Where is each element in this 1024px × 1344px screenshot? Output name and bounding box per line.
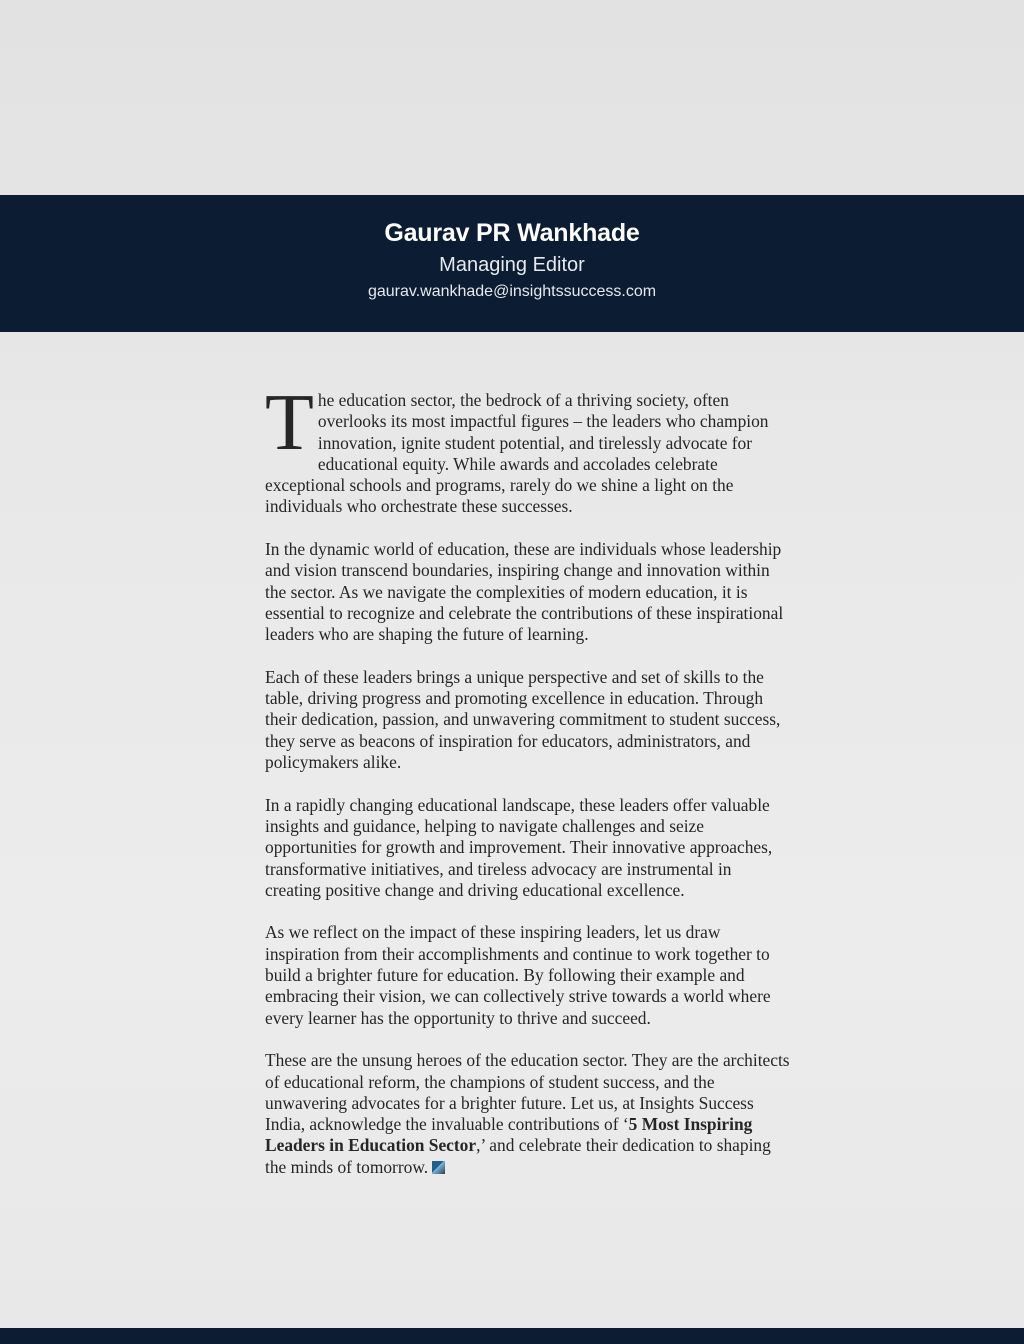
footer-band bbox=[0, 1328, 1024, 1344]
editor-role: Managing Editor bbox=[439, 254, 585, 276]
editor-email: gaurav.wankhade@insightssuccess.com bbox=[367, 283, 657, 300]
end-of-article-icon bbox=[432, 1161, 445, 1174]
editor-name: Gaurav PR Wankhade bbox=[384, 219, 640, 247]
drop-cap: T bbox=[265, 379, 314, 467]
paragraph-5: As we reflect on the impact of these inspiring leaders, let us draw inspiration from their accomplishments and continue to work together to build a brighter future for education. By following their example and embracing their vision, we can collectively strive towards a world where every learner has the opportunity to thrive and succeed. bbox=[265, 922, 771, 1028]
paragraph-1 bbox=[265, 379, 790, 518]
paragraph-6-text-start: These are the unsung heroes of the education sector. They are the architects of educational reform, the champions of student success, and the unwavering advocates for a brighter future. Let us, at Insights Success India, acknowledge the invaluable contributions of ‘ bbox=[265, 1050, 790, 1135]
paragraph-2: In the dynamic world of education, these are individuals whose leadership and vision transcend boundaries, inspiring change and innovation within the sector. As we navigate the complexities of modern education, it is essential to recognize and celebrate the contributions of these inspirational leaders who are shaping the future of learning. bbox=[265, 539, 784, 645]
paragraph-6-text-end: ,’ and celebrate their dedication to shaping the minds of tomorrow. bbox=[265, 1135, 771, 1177]
paragraph-1-text: he education sector, the bedrock of a thriving society, often overlooks its most impactful figures – the leaders who champion innovation, ignite student potential, and tirelessly advocate for educational equity. While awards and accolades celebrate exceptional schools and programs, rarely do we shine a light on the individuals who orchestrate these successes. bbox=[265, 390, 769, 517]
editor-banner bbox=[0, 195, 1024, 332]
editorial-article bbox=[265, 379, 790, 1199]
paragraph-6 bbox=[265, 1050, 790, 1178]
paragraph-4: In a rapidly changing educational landscape, these leaders offer valuable insights and guidance, helping to navigate challenges and seize opportunities for growth and improvement. Their innovative approaches, transformative initiatives, and tireless advocacy are instrumental in creating positive change and driving educational excellence. bbox=[265, 794, 773, 900]
feature-title: 5 Most Inspiring Leaders in Education Sector bbox=[265, 1114, 753, 1156]
paragraph-3: Each of these leaders brings a unique perspective and set of skills to the table, driving progress and promoting excellence in education. Through their dedication, passion, and unwavering commitment to student success, they serve as beacons of inspiration for educators, administrators, and policymakers alike. bbox=[265, 666, 781, 773]
